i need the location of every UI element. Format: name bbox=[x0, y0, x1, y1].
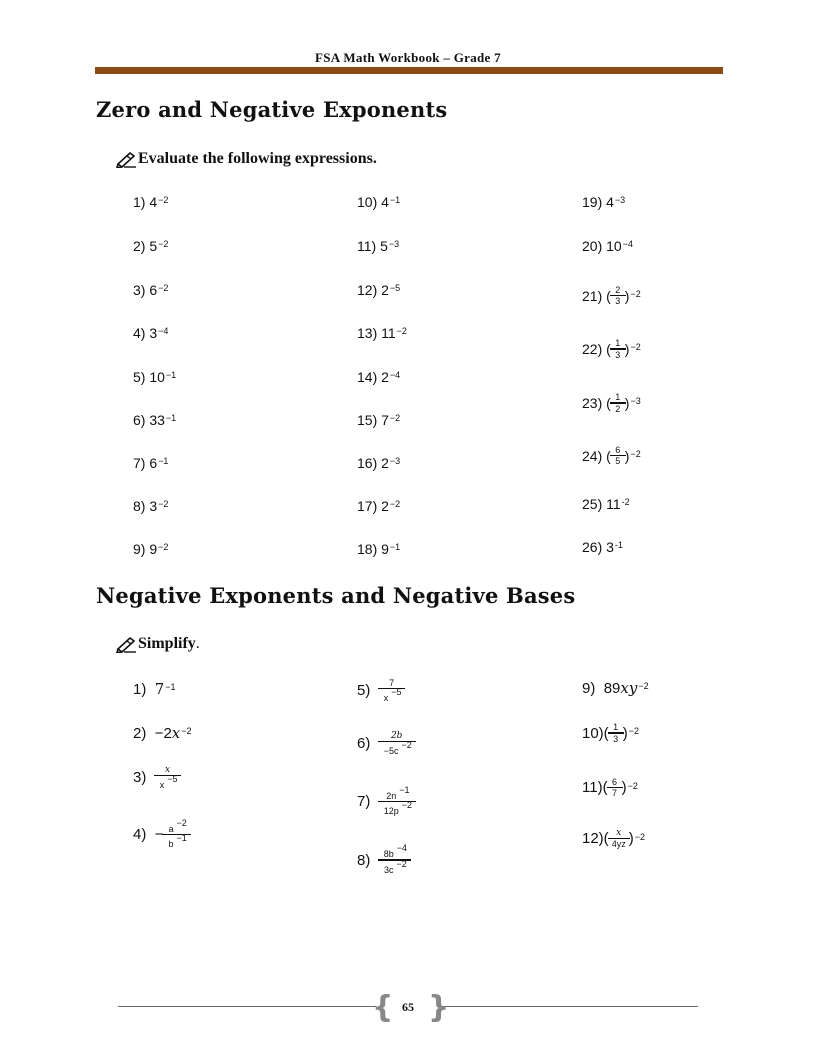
exercise-s2-4: 4) − $\frac{a^{-2}}{b^{-1}}$ bbox=[133, 820, 190, 849]
fraction: $\frac{2b}{-5c^{-2}}$ bbox=[380, 731, 414, 756]
exercise-s1-21: 21) ( $\frac{2}{3}$ ) $^{-2}$ bbox=[582, 285, 641, 306]
instruction-text: Evaluate the following expressions. bbox=[138, 150, 377, 167]
fraction: $\frac{8b^{-4}}{3c^{-2}}$ bbox=[380, 845, 409, 875]
exercise-s2-10: 10)( $\frac{1}{3}$ ) $^{-2}$ bbox=[582, 722, 639, 744]
exercise-s1-15: 15) 7 $^{-2}$ bbox=[357, 412, 401, 428]
exercise-s1-9: 9) 9 $^{-2}$ bbox=[133, 541, 169, 557]
pencil-icon bbox=[116, 635, 138, 653]
exercise-s1-3: 3) 6 $^{-2}$ bbox=[133, 282, 169, 298]
exercise-s1-20: 20) 10 $^{-4}$ bbox=[582, 238, 633, 254]
right-brace-icon: } bbox=[428, 990, 450, 1025]
fraction: $\frac{2}{3}$ bbox=[612, 285, 624, 306]
exercise-s1-12: 12) 2 $^{-5}$ bbox=[357, 282, 401, 298]
section-title-negative-bases: Negative Exponents and Negative Bases bbox=[96, 583, 576, 608]
exercise-s2-5: 5) $\frac{7}{x^{-5}}$ bbox=[357, 678, 404, 703]
fraction: $\frac{7}{x^{-5}}$ bbox=[380, 678, 404, 703]
exercise-s1-4: 4) 3 $^{-4}$ bbox=[133, 325, 169, 341]
exercise-s1-5: 5) 10 $^{-1}$ bbox=[133, 369, 177, 385]
fraction: $\frac{2n^{-1}}{12p^{-2}}$ bbox=[380, 787, 414, 816]
instruction-simplify bbox=[116, 635, 200, 653]
exercise-s1-22: 22) ( $\frac{1}{3}$ ) $^{-2}$ bbox=[582, 338, 641, 360]
exercise-s1-8: 8) 3 $^{-2}$ bbox=[133, 498, 169, 514]
exercise-s1-11: 11) 5 $^{-3}$ bbox=[357, 238, 400, 254]
fraction: $\frac{1}{3}$ bbox=[610, 722, 622, 744]
fraction: $\frac{x}{4yz}$ bbox=[610, 828, 628, 849]
exercise-s2-2: 2) −2 x $^{-2}$ bbox=[133, 724, 192, 742]
exercise-s1-17: 17) 2 $^{-2}$ bbox=[357, 498, 401, 514]
fraction: $\frac{a^{-2}}{b^{-1}}$ bbox=[164, 820, 188, 849]
exercise-s1-1: 1) 4 $^{-2}$ bbox=[133, 194, 169, 210]
fraction: $\frac{1}{2}$ bbox=[612, 392, 624, 414]
instruction-bold: Simplify bbox=[138, 635, 196, 652]
exercise-s1-13: 13) 11 $^{-2}$ bbox=[357, 325, 407, 341]
header-title: FSA Math Workbook – Grade 7 bbox=[315, 50, 501, 65]
fraction: $\frac{6}{7}$ bbox=[609, 777, 621, 798]
pencil-icon bbox=[116, 150, 138, 168]
exercise-s2-6: 6) $\frac{2b}{-5c^{-2}}$ bbox=[357, 731, 415, 756]
section-title-zero-negative-exponents: Zero and Negative Exponents bbox=[96, 97, 448, 122]
exercise-s2-7: 7) $\frac{2n^{-1}}{12p^{-2}}$ bbox=[357, 787, 415, 816]
exercise-s1-18: 18) 9 $^{-1}$ bbox=[357, 541, 401, 557]
exercise-s2-11: 11)( $\frac{6}{7}$ ) $^{-2}$ bbox=[582, 777, 638, 798]
exercise-s2-9: 9) 89 xy $^{-2}$ bbox=[582, 679, 649, 697]
footer-rule-left bbox=[118, 1006, 376, 1007]
exercise-s2-1: 1) 7 $^{-1}$ bbox=[133, 680, 176, 698]
exercise-s1-7: 7) 6 $^{-1}$ bbox=[133, 455, 169, 471]
exercise-s1-10: 10) 4 $^{-1}$ bbox=[357, 194, 401, 210]
instruction-period: . bbox=[195, 635, 200, 652]
exercise-s1-19: 19) 4 $^{-3}$ bbox=[582, 194, 626, 210]
exercise-s2-8: 8) $\frac{8b^{-4}}{3c^{-2}}$ bbox=[357, 845, 410, 875]
exercise-s1-16: 16) 2 $^{-3}$ bbox=[357, 455, 401, 471]
exercise-s1-2: 2) 5 $^{-2}$ bbox=[133, 238, 169, 254]
fraction: $\frac{6}{5}$ bbox=[612, 445, 624, 466]
footer-rule-right bbox=[440, 1006, 698, 1007]
exercise-s1-23: 23) ( $\frac{1}{2}$ ) $^{-3}$ bbox=[582, 392, 641, 414]
exercise-s1-14: 14) 2 $^{-4}$ bbox=[357, 369, 401, 385]
instruction-evaluate bbox=[116, 150, 377, 168]
exercise-s2-3: 3) $\frac{x}{x^{-5}}$ bbox=[133, 765, 180, 790]
exercise-s1-6: 6) 33 $^{-1}$ bbox=[133, 412, 177, 428]
page-number: 65 bbox=[402, 1000, 414, 1014]
exercise-s1-25: 25) 11 $^{-2}$ bbox=[582, 496, 630, 512]
fraction: $\frac{1}{3}$ bbox=[612, 338, 624, 360]
exercise-s2-12: 12)( $\frac{x}{4yz}$ ) $^{-2}$ bbox=[582, 828, 645, 849]
left-brace-icon: { bbox=[372, 990, 394, 1025]
exercise-s1-26: 26) 3 $^{-1}$ bbox=[582, 539, 623, 555]
header-rule bbox=[95, 67, 723, 74]
fraction: $\frac{x}{x^{-5}}$ bbox=[156, 765, 180, 790]
exercise-s1-24: 24) ( $\frac{6}{5}$ ) $^{-2}$ bbox=[582, 445, 641, 466]
